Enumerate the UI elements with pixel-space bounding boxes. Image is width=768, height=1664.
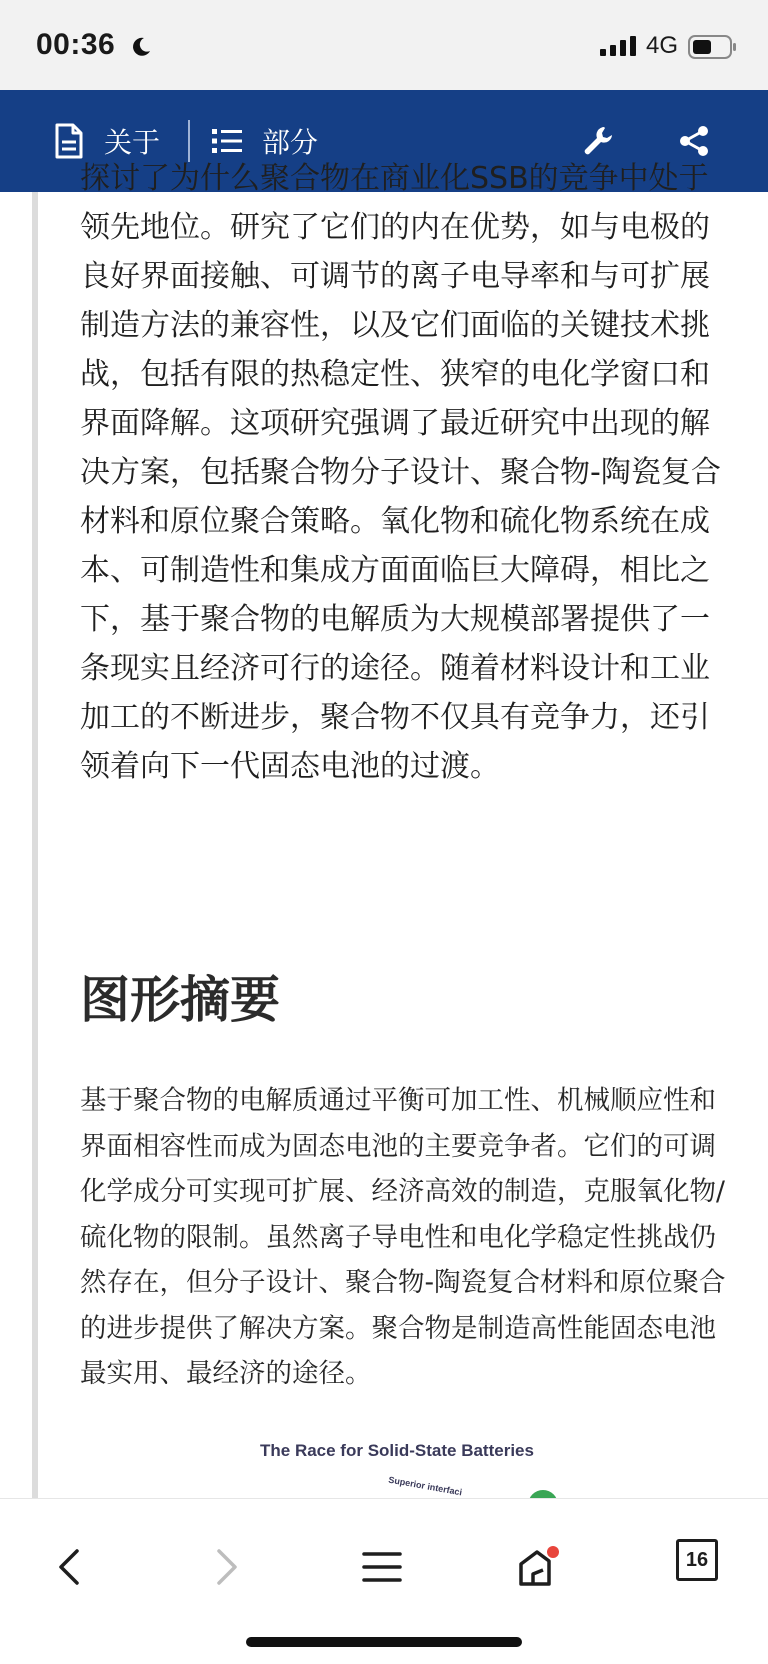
signal-icon <box>600 36 636 56</box>
status-bar <box>0 0 768 90</box>
moon-icon <box>130 36 152 58</box>
abstract-paragraph: 探讨了为什么聚合物在商业化SSB的竞争中处于领先地位。研究了它们的内在优势，如与电极的良好界面接触、可调节的离子电导率和与可扩展制造方法的兼容性，以及它们面临的关键技术挑战，包括有限的热稳定性、狭窄的电化学窗口和界面降解。这项研究强调了最近研究中出现的解决方案，包括聚合物分子设计、聚合物-陶瓷复合材料和原位聚合策略。氧化物和硫化物系统在成本、可制造性和集成方面面临巨大障碍，相比之下，基于聚合物的电解质为大规模部署提供了一条现实且经济可行的途径。随着材料设计和工业加工的不断进步，聚合物不仅具有竞争力，还引领着向下一代固态电池的过渡。 <box>80 161 721 784</box>
figure-title: The Race for Solid-State Batteries <box>260 1441 534 1460</box>
home-indicator <box>246 1637 522 1647</box>
status-time: 00:36 <box>36 28 116 61</box>
graphical-abstract-paragraph: 基于聚合物的电解质通过平衡可加工性、机械顺应性和界面相容性而成为固态电池的主要竞争者。它们的可调化学成分可实现可扩展、经济高效的制造，克服氧化物/硫化物的限制。虽然离子导电性和电化学稳定性挑战仍然存在，但分子设计、聚合物-陶瓷复合材料和原位聚合的进步提供了解决方案。聚合物是制造高性能固态电池最实用、最经济的途径。 <box>80 1085 726 1389</box>
figure-label: Superior interfaci <box>387 1474 463 1498</box>
back-button[interactable] <box>40 1537 100 1597</box>
forward-button[interactable] <box>196 1537 256 1597</box>
back-icon <box>55 1547 85 1587</box>
list-icon <box>212 128 242 154</box>
quote-rule <box>32 192 38 1498</box>
forward-icon <box>211 1547 241 1587</box>
article-content <box>0 161 768 1498</box>
tabs-button[interactable]: 16 <box>676 1539 718 1581</box>
home-icon <box>515 1544 561 1590</box>
sections-label: 部分 <box>262 126 319 159</box>
network-type: 4G <box>646 32 679 59</box>
menu-button[interactable] <box>352 1537 412 1597</box>
about-label: 关于 <box>104 126 161 159</box>
share-icon <box>677 124 711 158</box>
menu-icon <box>362 1550 402 1584</box>
home-button[interactable] <box>508 1537 568 1597</box>
graphical-abstract-heading: 图形摘要 <box>80 971 280 1029</box>
battery-icon <box>688 35 738 59</box>
